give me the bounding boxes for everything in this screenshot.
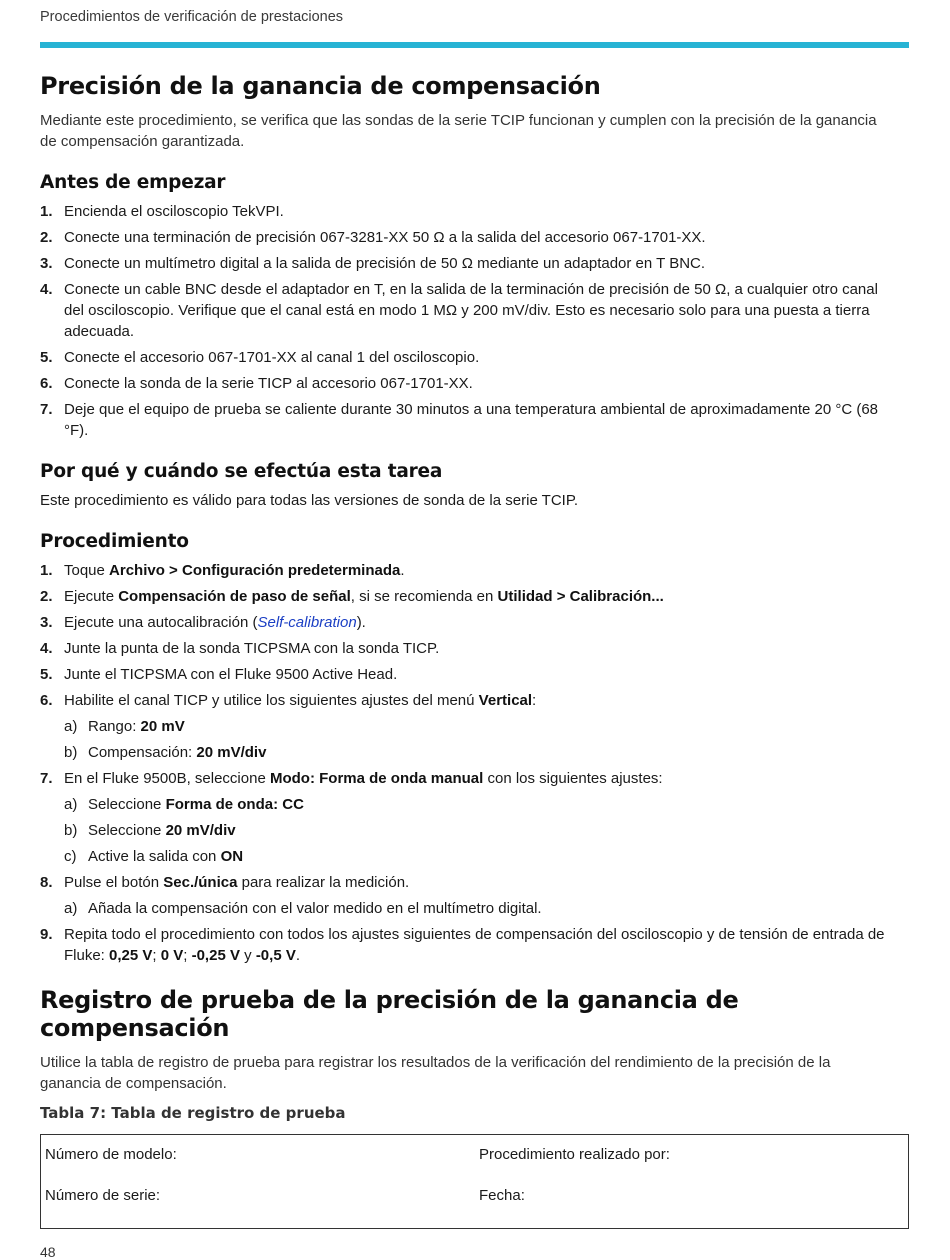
procedure-step-1 [40,560,890,581]
menu-name: Vertical [478,692,533,709]
voltage-value: 0 V [160,947,184,964]
step-text: para realizar la medición. [237,874,410,891]
before-heading: Antes de empezar [40,172,226,193]
setting-value: 20 mV/div [165,822,236,839]
step-number: 5. [40,349,53,366]
substep [64,898,890,919]
step-text: Conecte un cable BNC desde el adaptador en T, en la salida de la terminación de precisión de 50 Ω, a cualquier otro canal del osciloscopio. Verifique que el canal está en modo 1 MΩ y 200 mV/div. Esto es necesario solo para una puesta a tierra adecuada. [64,281,878,340]
substep-text: Seleccione [88,822,166,839]
record-heading: Registro de prueba de la precisión de la ganancia de compensación [40,986,739,1042]
separator: ; [183,947,192,964]
command-name: Compensación de paso de señal [118,588,351,605]
step-text: Toque [64,562,110,579]
section-title: Precisión de la ganancia de compensación [40,72,601,100]
substep-text: Rango: [88,718,141,735]
step-text: Encienda el osciloscopio TekVPI. [64,203,284,220]
procedure-step-4 [40,638,890,659]
page-content [40,72,890,1229]
why-heading: Por qué y cuándo se efectúa esta tarea [40,461,443,482]
menu-path: Archivo > Configuración predeterminada [109,562,401,579]
substep-text: Seleccione [88,796,166,813]
voltage-value: -0,5 V [255,947,296,964]
procedure-step-8 [40,872,890,919]
why-text: Este procedimiento es válido para todas las versiones de sonda de la serie TCIP. [40,492,579,509]
step-text: Conecte la sonda de la serie TICP al accesorio 067-1701-XX. [64,375,473,392]
serial-number-label: Número de serie: [45,1187,161,1204]
step-number: 7. [40,401,53,418]
procedure-step-5 [40,664,890,685]
model-number-label: Número de modelo: [45,1146,177,1163]
setting-value: ON [220,848,244,865]
substep-letter: a) [64,900,78,917]
before-steps [40,201,890,441]
button-name: Sec./única [163,874,238,891]
procedure-step-3 [40,612,890,633]
substep-text: Active la salida con [88,848,221,865]
test-record-table [40,1134,909,1229]
procedure-heading: Procedimiento [40,531,189,552]
step-number: 7. [40,770,53,787]
step-text: : [532,692,537,709]
voltage-value: -0,25 V [191,947,240,964]
step-text: ). [356,614,366,631]
before-step-5 [40,347,890,368]
substep-letter: a) [64,718,78,735]
voltage-value: 0,25 V [109,947,153,964]
menu-path: Utilidad > Calibración... [497,588,664,605]
separator: y [239,947,256,964]
procedure-step-7 [40,768,890,867]
setting-value: 20 mV [140,718,185,735]
step-number: 5. [40,666,53,683]
date-label: Fecha: [479,1187,525,1204]
running-header: Procedimientos de verificación de prestaciones [40,9,344,25]
step-text: Ejecute [64,588,119,605]
step-number: 2. [40,588,53,605]
step-text: Repita todo el procedimiento con todos los ajustes siguientes de compensación del osciloscopio y de tensión de entrada de Fluke: [64,926,885,964]
step-number: 6. [40,375,53,392]
substep-text: Añada la compensación con el valor medido en el multímetro digital. [88,900,542,917]
substep-letter: b) [64,822,78,839]
step-number: 2. [40,229,53,246]
page-number: 48 [40,1244,56,1260]
step-text: Conecte una terminación de precisión 067-3281-XX 50 Ω a la salida del accesorio 067-1701-XX. [64,229,706,246]
separator: ; [152,947,161,964]
substep-letter: b) [64,744,78,761]
record-intro: Utilice la tabla de registro de prueba para registrar los resultados de la verificación del rendimiento de la precisión de la ganancia de compensación. [40,1054,831,1092]
step-text: Habilite el canal TICP y utilice los siguientes ajustes del menú [64,692,479,709]
substeps [64,898,890,919]
before-step-3 [40,253,890,274]
substep [64,716,890,737]
step-number: 1. [40,203,53,220]
setting-value: 20 mV/div [196,744,267,761]
step-text: En el Fluke 9500B, seleccione [64,770,270,787]
step-number: 3. [40,614,53,631]
procedure-step-9 [40,924,890,966]
step-number: 9. [40,926,53,943]
substeps [64,794,890,867]
before-step-1 [40,201,890,222]
substep-text: Compensación: [88,744,197,761]
substep [64,846,890,867]
table-caption: Tabla 7: Tabla de registro de prueba [40,1104,346,1122]
step-text: Conecte el accesorio 067-1701-XX al canal 1 del osciloscopio. [64,349,480,366]
substep [64,820,890,841]
substep [64,742,890,763]
substep-letter: a) [64,796,78,813]
before-step-4 [40,279,890,342]
step-number: 6. [40,692,53,709]
before-step-2 [40,227,890,248]
separator: . [295,947,301,964]
before-step-6 [40,373,890,394]
step-number: 8. [40,874,53,891]
before-step-7 [40,399,890,441]
substep [64,794,890,815]
mode-name: Modo: Forma de onda manual [269,770,484,787]
self-calibration-link[interactable]: Self-calibration [257,614,357,631]
step-text: Junte la punta de la sonda TICPSMA con la sonda TICP. [64,640,440,657]
step-number: 3. [40,255,53,272]
substep-letter: c) [64,848,77,865]
setting-value: Forma de onda: CC [165,796,304,813]
step-text: . [400,562,405,579]
header-rule [40,42,909,48]
step-text: , si se recomienda en [350,588,498,605]
substeps [64,716,890,763]
procedure-step-6 [40,690,890,763]
procedure-step-2 [40,586,890,607]
step-number: 4. [40,281,53,298]
step-text: Conecte un multímetro digital a la salida de precisión de 50 Ω mediante un adaptador en T BNC. [64,255,706,272]
procedure-steps [40,560,890,966]
step-number: 4. [40,640,53,657]
step-text: Ejecute una autocalibración ( [64,614,258,631]
section-intro: Mediante este procedimiento, se verifica que las sondas de la serie TCIP funcionan y cumplen con la precisión de la ganancia de compensación garantizada. [40,112,877,150]
step-text: Junte el TICPSMA con el Fluke 9500 Active Head. [64,666,398,683]
step-text: Pulse el botón [64,874,164,891]
step-text: con los siguientes ajustes: [483,770,663,787]
step-text: Deje que el equipo de prueba se caliente durante 30 minutos a una temperatura ambiental de aproximadamente 20 °C (68 °F). [64,401,879,439]
step-number: 1. [40,562,53,579]
performed-by-label: Procedimiento realizado por: [479,1146,670,1163]
